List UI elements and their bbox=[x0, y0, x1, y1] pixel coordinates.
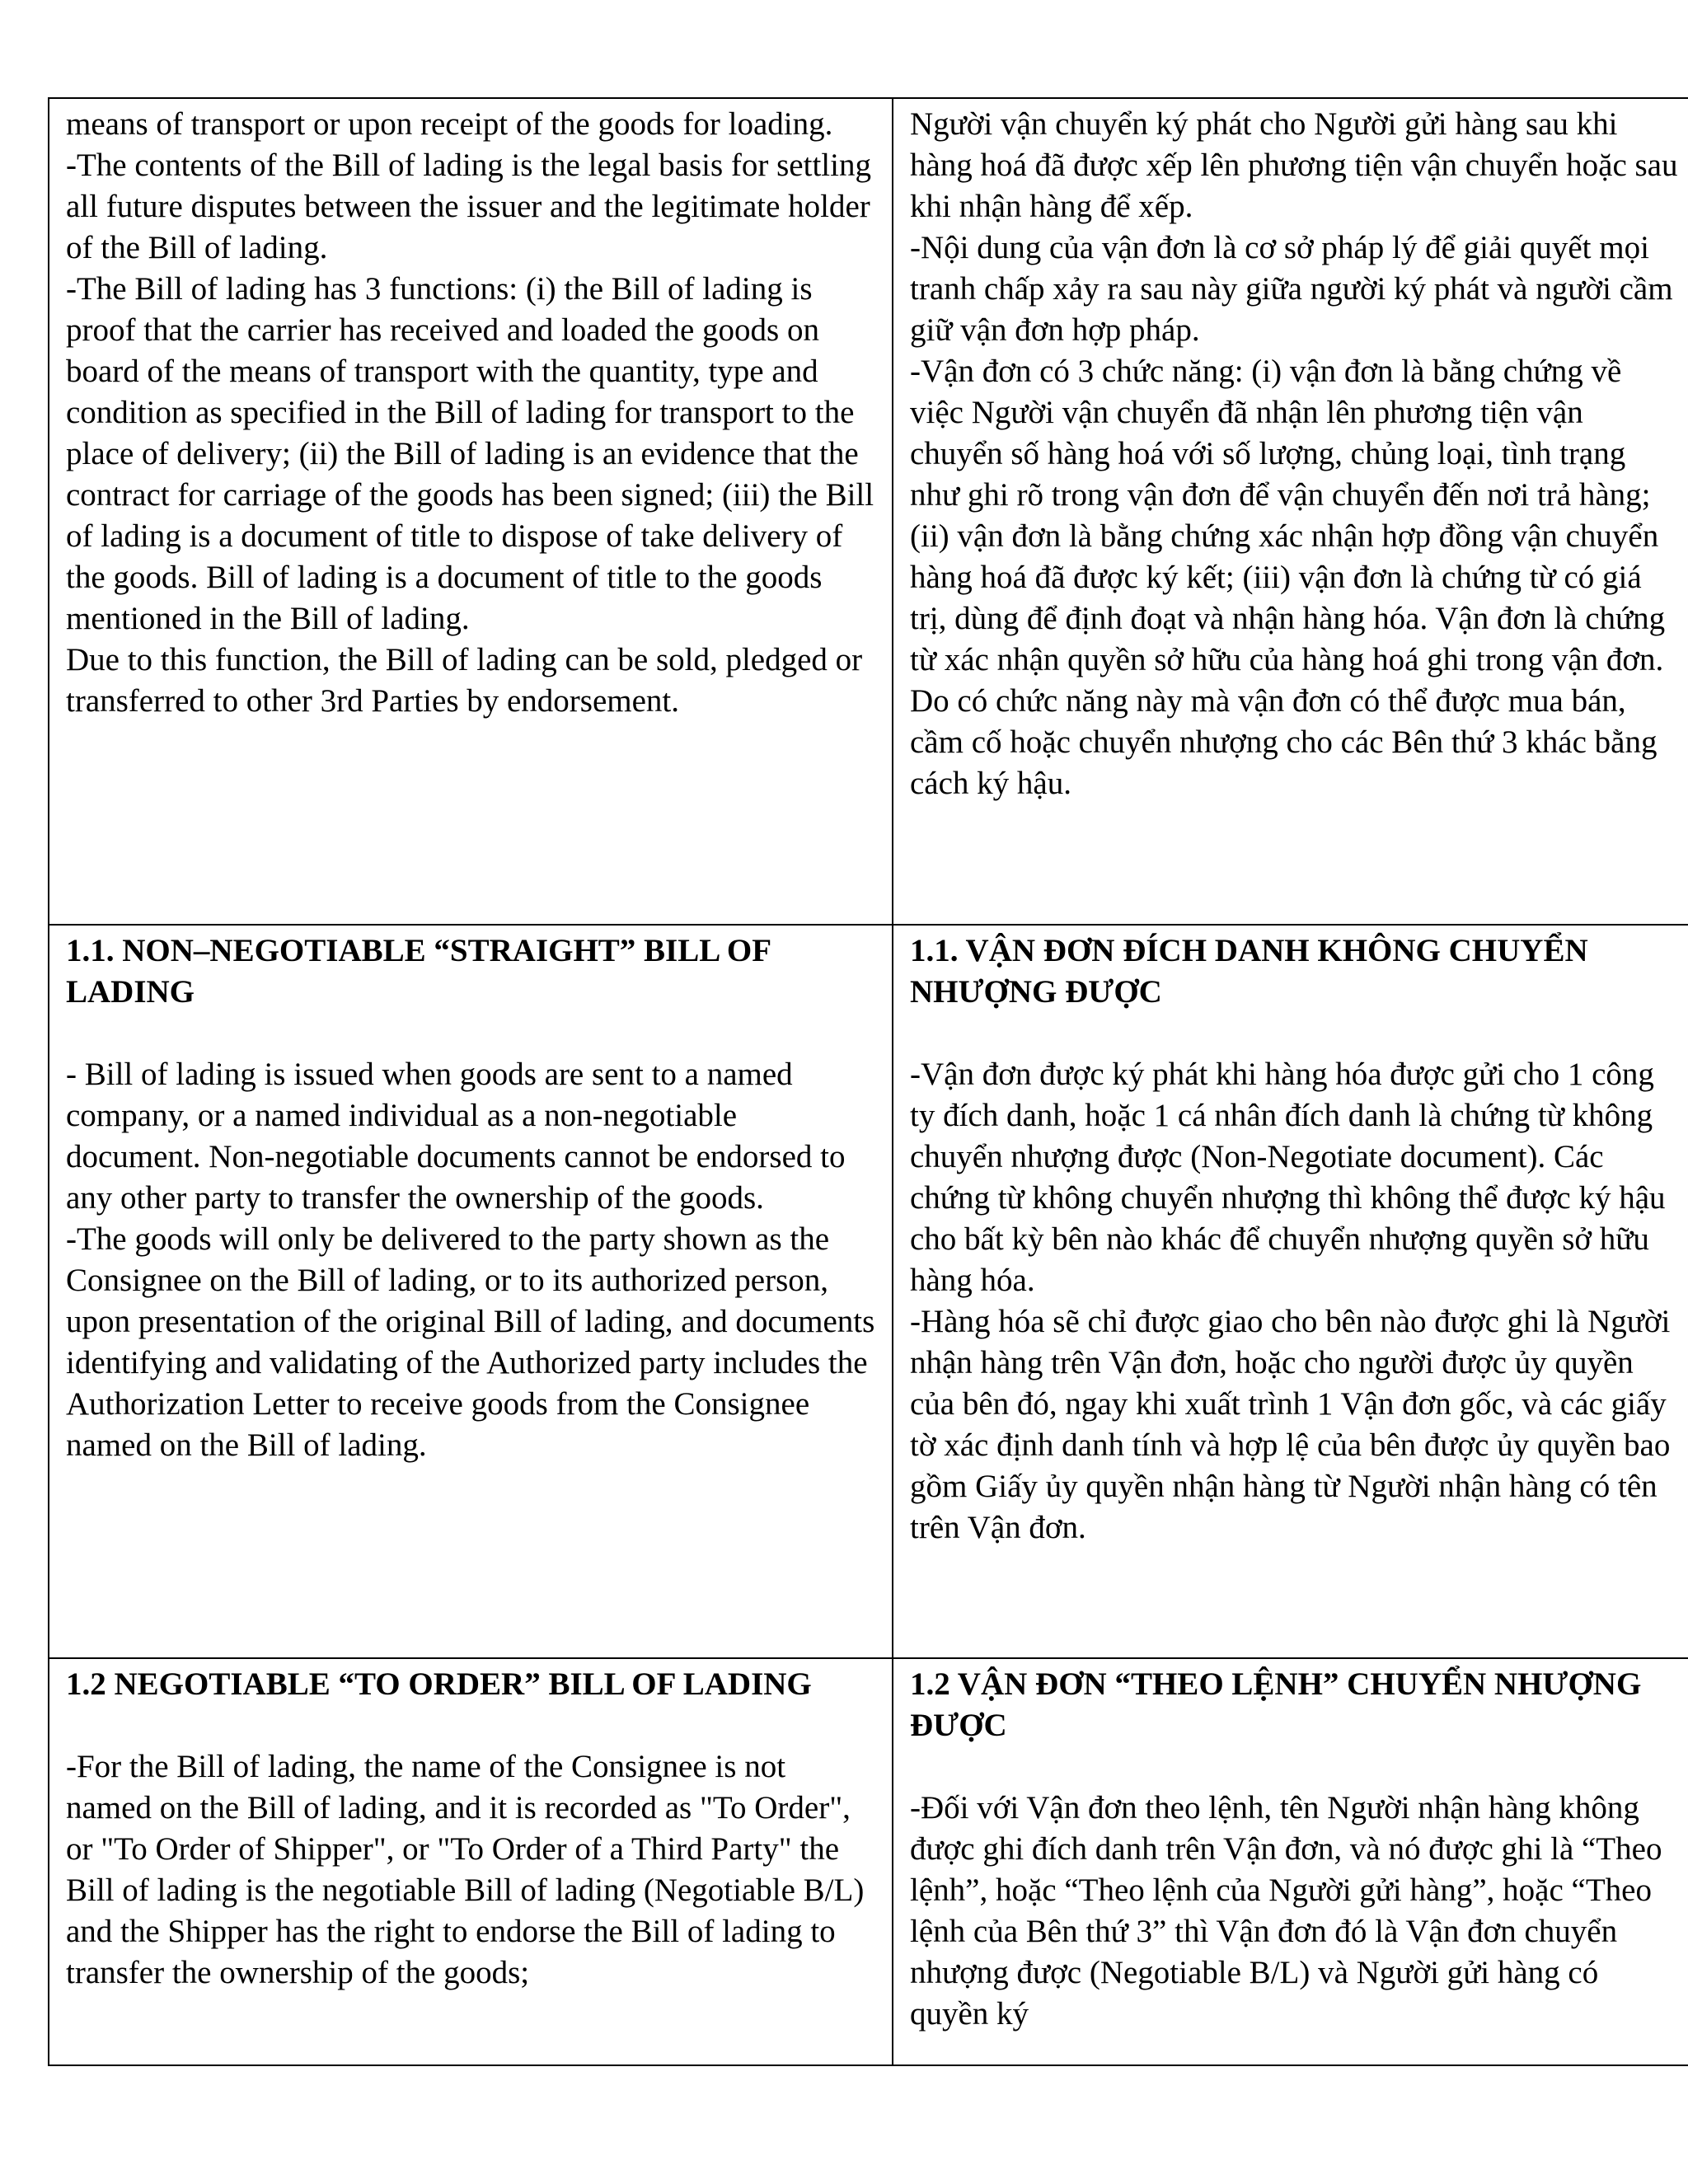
table-row bbox=[49, 98, 1688, 925]
paragraph: -Hàng hóa sẽ chỉ được giao cho bên nào được ghi là Người nhận hàng trên Vận đơn, hoặc cho người được ủy quyền của bên đó, ngay khi xuất trình 1 Vận đơn gốc, và các giấy tờ xác định danh tính và hợp lệ của bên được ủy quyền bao gồm Giấy ủy quyền nhận hàng từ Người nhận hàng có tên trên Vận đơn. bbox=[910, 1304, 1671, 1545]
paragraph: -The contents of the Bill of lading is the legal basis for settling all future disputes between the issuer and the legitimate holder of the Bill of lading. bbox=[66, 148, 871, 265]
paragraph: -The Bill of lading has 3 functions: (i) the Bill of lading is proof that the carrier has received and loaded the goods on board of the means of transport with the quantity, type and condition as specified in the Bill of lading for transport to the place of delivery; (ii) the Bill of lading is an evidence that the contract for carriage of the goods has been signed; (iii) the Bill of lading is a document of title to dispose of take delivery of the goods. Bill of lading is a document of title to the goods mentioned in the Bill of lading. bbox=[66, 271, 874, 636]
bilingual-document-table bbox=[48, 97, 1688, 2066]
table-row bbox=[49, 1658, 1688, 2065]
paragraph: - Bill of lading is issued when goods are sent to a named company, or a named individual as a non-negotiable document. Non-negotiable documents cannot be endorsed to any other party to transfer the ownership of the goods. bbox=[66, 1057, 846, 1216]
section-heading: 1.2 VẬN ĐƠN “THEO LỆNH” CHUYỂN NHƯỢNG ĐƯỢC bbox=[910, 1666, 1642, 1743]
english-cell bbox=[49, 1658, 893, 2065]
paragraph: -The goods will only be delivered to the party shown as the Consignee on the Bill of lading, or to its authorized person, upon presentation of the original Bill of lading, and documents identifying and validating of the Authorized party includes the Authorization Letter to receive goods from the Consignee named on the Bill of lading. bbox=[66, 1221, 875, 1463]
vietnamese-cell bbox=[893, 1658, 1688, 2065]
vietnamese-cell bbox=[893, 925, 1688, 1658]
paragraph: -Vận đơn được ký phát khi hàng hóa được gửi cho 1 công ty đích danh, hoặc 1 cá nhân đích danh là chứng từ không chuyển nhượng được (Non-Negotiate document). Các chứng từ không chuyển nhượng thì không thể được ký hậu cho bất kỳ bên nào khác để chuyển nhượng quyền sở hữu hàng hóa. bbox=[910, 1057, 1666, 1298]
english-cell bbox=[49, 98, 893, 925]
paragraph: Người vận chuyển ký phát cho Người gửi hàng sau khi hàng hoá đã được xếp lên phương tiện vận chuyển hoặc sau khi nhận hàng để xếp. bbox=[910, 106, 1678, 224]
paragraph: Due to this function, the Bill of lading can be sold, pledged or transferred to other 3rd Parties by endorsement. bbox=[66, 642, 863, 719]
english-cell bbox=[49, 925, 893, 1658]
paragraph: means of transport or upon receipt of the goods for loading. bbox=[66, 106, 833, 142]
vietnamese-cell bbox=[893, 98, 1688, 925]
paragraph: -For the Bill of lading, the name of the Consignee is not named on the Bill of lading, and it is recorded as "To Order", or "To Order of Shipper", or "To Order of a Third Party" the Bill of lading is the negotiable Bill of lading (Negotiable B/L) and the Shipper has the right to endorse the Bill of lading to transfer the ownership of the goods; bbox=[66, 1749, 865, 1990]
paragraph: -Đối với Vận đơn theo lệnh, tên Người nhận hàng không được ghi đích danh trên Vận đơn, và nó được ghi là “Theo lệnh”, hoặc “Theo lệnh của Người gửi hàng”, hoặc “Theo lệnh của Bên thứ 3” thì Vận đơn đó là Vận đơn chuyển nhượng được (Negotiable B/L) và Người gửi hàng có quyền ký bbox=[910, 1790, 1662, 2032]
table-row bbox=[49, 925, 1688, 1658]
section-heading: 1.1. NON–NEGOTIABLE “STRAIGHT” BILL OF LADING bbox=[66, 933, 771, 1010]
paragraph: -Nội dung của vận đơn là cơ sở pháp lý để giải quyết mọi tranh chấp xảy ra sau này giữa người ký phát và người cầm giữ vận đơn hợp pháp. bbox=[910, 230, 1673, 348]
section-heading: 1.2 NEGOTIABLE “TO ORDER” BILL OF LADING bbox=[66, 1666, 812, 1702]
section-heading: 1.1. VẬN ĐƠN ĐÍCH DANH KHÔNG CHUYỂN NHƯỢNG ĐƯỢC bbox=[910, 933, 1588, 1010]
paragraph: -Vận đơn có 3 chức năng: (i) vận đơn là bằng chứng về việc Người vận chuyển đã nhận lên phương tiện vận chuyển số hàng hoá với số lượng, chủng loại, tình trạng như ghi rõ trong vận đơn để vận chuyển đến nơi trả hàng; (ii) vận đơn là bằng chứng xác nhận hợp đồng vận chuyển hàng hoá đã được ký kết; (iii) vận đơn là chứng từ có giá trị, dùng để định đoạt và nhận hàng hóa. Vận đơn là chứng từ xác nhận quyền sở hữu của hàng hoá ghi trong vận đơn. Do có chức năng này mà vận đơn có thể được mua bán, cầm cố hoặc chuyển nhượng cho các Bên thứ 3 khác bằng cách ký hậu. bbox=[910, 354, 1666, 801]
